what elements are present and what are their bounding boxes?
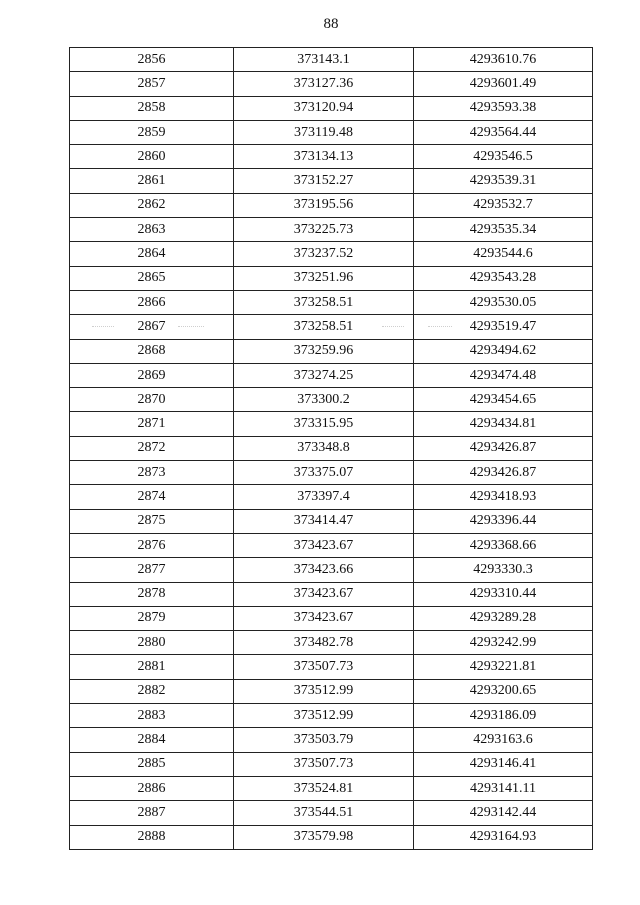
point-number-cell: 2887 [70,801,234,825]
point-number-cell: 2878 [70,582,234,606]
y-coordinate-cell: 4293434.81 [414,412,593,436]
x-coordinate-cell: 373195.56 [234,193,414,217]
x-coordinate-cell: 373397.4 [234,485,414,509]
x-coordinate-cell: 373315.95 [234,412,414,436]
x-coordinate-cell: 373259.96 [234,339,414,363]
point-number-cell: 2861 [70,169,234,193]
y-coordinate-cell: 4293532.7 [414,193,593,217]
x-coordinate-cell: 373258.51 [234,315,414,339]
scan-artifact [178,326,204,328]
x-coordinate-cell: 373579.98 [234,825,414,849]
point-number-cell: 2876 [70,533,234,557]
y-coordinate-cell: 4293593.38 [414,96,593,120]
x-coordinate-cell: 373512.99 [234,679,414,703]
point-number-cell: 2884 [70,728,234,752]
x-coordinate-cell: 373258.51 [234,290,414,314]
x-coordinate-cell: 373120.94 [234,96,414,120]
y-coordinate-cell: 4293454.65 [414,388,593,412]
y-coordinate-cell: 4293146.41 [414,752,593,776]
x-coordinate-cell: 373348.8 [234,436,414,460]
coordinates-table-body [70,48,593,850]
point-number-cell: 2859 [70,120,234,144]
x-coordinate-cell: 373237.52 [234,242,414,266]
x-coordinate-cell: 373152.27 [234,169,414,193]
scan-artifact [92,326,114,328]
y-coordinate-cell: 4293186.09 [414,704,593,728]
y-coordinate-cell: 4293368.66 [414,533,593,557]
x-coordinate-cell: 373127.36 [234,72,414,96]
table-row [70,339,593,363]
y-coordinate-cell: 4293474.48 [414,363,593,387]
y-coordinate-cell: 4293396.44 [414,509,593,533]
table-row [70,193,593,217]
table-row [70,315,593,339]
x-coordinate-cell: 373544.51 [234,801,414,825]
table-row [70,679,593,703]
x-coordinate-cell: 373119.48 [234,120,414,144]
table-row [70,533,593,557]
y-coordinate-cell: 4293530.05 [414,290,593,314]
point-number-cell: 2865 [70,266,234,290]
x-coordinate-cell: 373507.73 [234,752,414,776]
table-row [70,655,593,679]
y-coordinate-cell: 4293610.76 [414,48,593,72]
point-number-cell: 2873 [70,461,234,485]
point-number-cell: 2863 [70,218,234,242]
table-row [70,801,593,825]
table-row [70,582,593,606]
point-number-cell: 2856 [70,48,234,72]
point-number-cell: 2886 [70,776,234,800]
table-row [70,363,593,387]
y-coordinate-cell: 4293330.3 [414,558,593,582]
table-row [70,412,593,436]
table-row [70,48,593,72]
point-number-cell: 2857 [70,72,234,96]
point-number-cell: 2877 [70,558,234,582]
point-number-cell: 2879 [70,606,234,630]
point-number-cell: 2880 [70,631,234,655]
y-coordinate-cell: 4293564.44 [414,120,593,144]
table-row [70,509,593,533]
y-coordinate-cell: 4293142.44 [414,801,593,825]
x-coordinate-cell: 373375.07 [234,461,414,485]
table-row [70,461,593,485]
x-coordinate-cell: 373274.25 [234,363,414,387]
y-coordinate-cell: 4293163.6 [414,728,593,752]
y-coordinate-cell: 4293601.49 [414,72,593,96]
table-row [70,436,593,460]
y-coordinate-cell: 4293535.34 [414,218,593,242]
scan-artifact [382,326,404,328]
table-row [70,704,593,728]
table-row [70,728,593,752]
point-number-cell: 2869 [70,363,234,387]
x-coordinate-cell: 373482.78 [234,631,414,655]
x-coordinate-cell: 373423.67 [234,582,414,606]
y-coordinate-cell: 4293289.28 [414,606,593,630]
x-coordinate-cell: 373503.79 [234,728,414,752]
table-row [70,388,593,412]
table-row [70,606,593,630]
x-coordinate-cell: 373225.73 [234,218,414,242]
table-row [70,631,593,655]
x-coordinate-cell: 373143.1 [234,48,414,72]
table-row [70,266,593,290]
y-coordinate-cell: 4293141.11 [414,776,593,800]
table-row [70,218,593,242]
table-row [70,485,593,509]
x-coordinate-cell: 373423.67 [234,606,414,630]
x-coordinate-cell: 373423.66 [234,558,414,582]
y-coordinate-cell: 4293242.99 [414,631,593,655]
table-row [70,120,593,144]
point-number-cell: 2883 [70,704,234,728]
y-coordinate-cell: 4293519.47 [414,315,593,339]
y-coordinate-cell: 4293546.5 [414,145,593,169]
point-number-cell: 2866 [70,290,234,314]
table-row [70,72,593,96]
point-number-cell: 2858 [70,96,234,120]
x-coordinate-cell: 373507.73 [234,655,414,679]
point-number-cell: 2871 [70,412,234,436]
table-row [70,558,593,582]
point-number-cell: 2875 [70,509,234,533]
point-number-cell: 2882 [70,679,234,703]
point-number-cell: 2860 [70,145,234,169]
x-coordinate-cell: 373300.2 [234,388,414,412]
scan-artifact [428,326,452,328]
x-coordinate-cell: 373512.99 [234,704,414,728]
y-coordinate-cell: 4293418.93 [414,485,593,509]
point-number-cell: 2888 [70,825,234,849]
table-row [70,242,593,266]
y-coordinate-cell: 4293221.81 [414,655,593,679]
y-coordinate-cell: 4293200.65 [414,679,593,703]
y-coordinate-cell: 4293494.62 [414,339,593,363]
point-number-cell: 2870 [70,388,234,412]
y-coordinate-cell: 4293544.6 [414,242,593,266]
table-row [70,290,593,314]
x-coordinate-cell: 373414.47 [234,509,414,533]
y-coordinate-cell: 4293426.87 [414,436,593,460]
coordinates-table [69,47,593,850]
point-number-cell: 2867 [70,315,234,339]
table-row [70,145,593,169]
table-row [70,825,593,849]
y-coordinate-cell: 4293426.87 [414,461,593,485]
point-number-cell: 2864 [70,242,234,266]
y-coordinate-cell: 4293310.44 [414,582,593,606]
x-coordinate-cell: 373251.96 [234,266,414,290]
point-number-cell: 2885 [70,752,234,776]
page-number: 88 [323,16,339,32]
y-coordinate-cell: 4293543.28 [414,266,593,290]
y-coordinate-cell: 4293164.93 [414,825,593,849]
point-number-cell: 2874 [70,485,234,509]
x-coordinate-cell: 373134.13 [234,145,414,169]
point-number-cell: 2872 [70,436,234,460]
table-row [70,752,593,776]
x-coordinate-cell: 373524.81 [234,776,414,800]
table-row [70,96,593,120]
table-row [70,776,593,800]
x-coordinate-cell: 373423.67 [234,533,414,557]
point-number-cell: 2862 [70,193,234,217]
y-coordinate-cell: 4293539.31 [414,169,593,193]
table-row [70,169,593,193]
point-number-cell: 2881 [70,655,234,679]
point-number-cell: 2868 [70,339,234,363]
